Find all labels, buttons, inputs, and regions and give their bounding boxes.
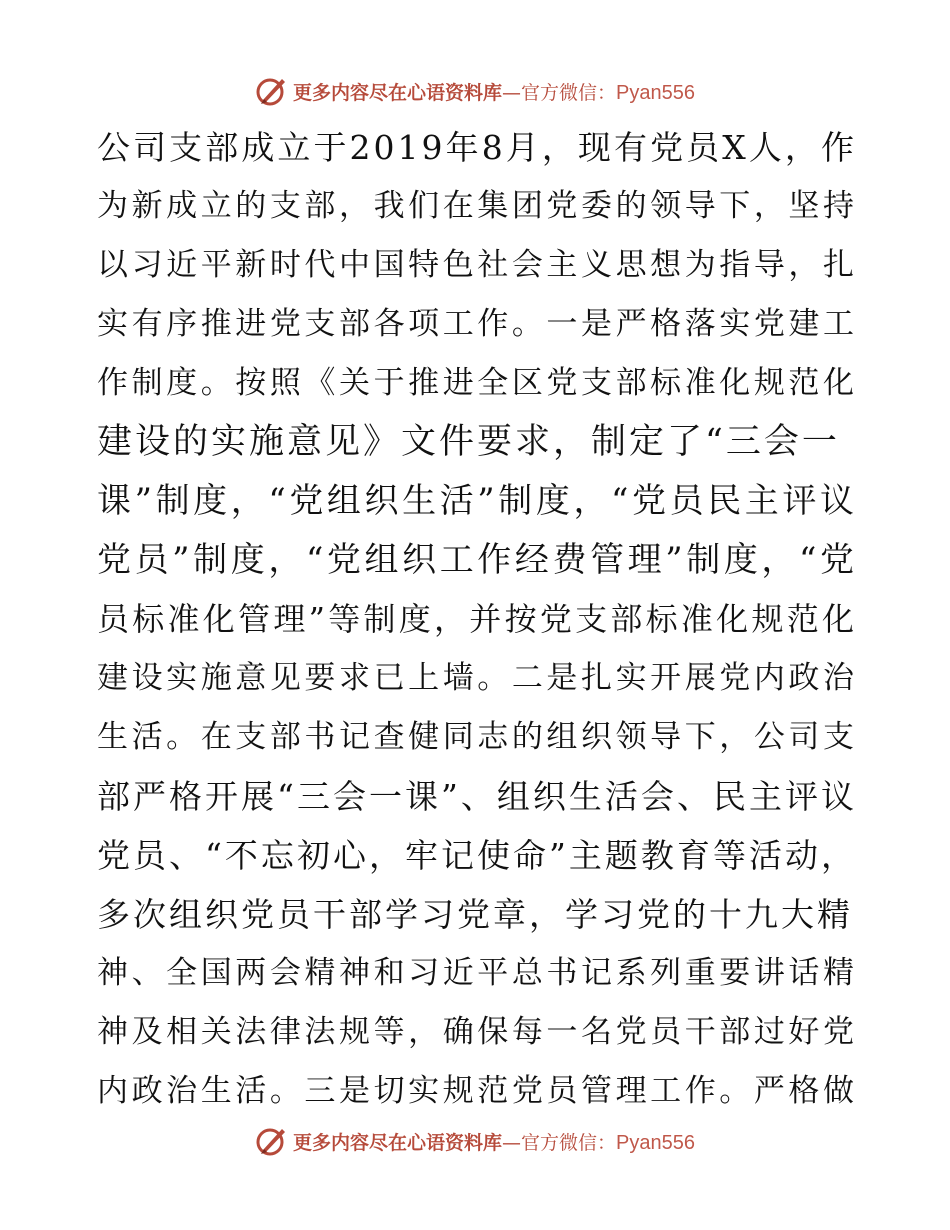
document-body [97, 118, 857, 1121]
text-line: 建设实施意见要求已上墙。二是扎实开展党内政治 [97, 660, 857, 696]
text-line: 以习近平新时代中国特色社会主义思想为指导，扎 [97, 247, 857, 283]
text-line: 部严格开展“三会一课”、组织生活会、民主评议 [97, 777, 857, 816]
text-line: 多次组织党员干部学习党章，学习党的十九大精 [97, 895, 853, 934]
banner-wechat-label: 官方微信： [521, 1131, 617, 1154]
banner-wechat-id: Pyan556 [616, 1131, 695, 1154]
banner-separator: — [502, 81, 522, 104]
text-line: 党员”制度，“党组织工作经费管理”制度，“党 [97, 540, 857, 580]
text-line: 公司支部成立于2019年8月，现有党员X人，作 [97, 128, 857, 167]
footer-banner [0, 1121, 950, 1161]
text-line: 员标准化管理”等制度，并按党支部标准化规范化 [97, 600, 857, 638]
text-line: 作制度。按照《关于推进全区党支部标准化规范化 [97, 365, 857, 401]
banner-separator: — [502, 1131, 522, 1154]
text-line: 课”制度，“党组织生活”制度，“党员民主评议 [97, 481, 857, 521]
banner-wechat-id: Pyan556 [616, 81, 695, 104]
banner-site-text: 更多内容尽在心语资料库 [293, 81, 503, 104]
banner-text [293, 1128, 695, 1155]
text-line: 神及相关法律法规等，确保每一名党员干部过好党 [97, 1014, 857, 1050]
text-line: 生活。在支部书记查健同志的组织领导下，公司支 [97, 719, 857, 755]
text-line: 党员、“不忘初心，牢记使命”主题教育等活动， [97, 836, 857, 875]
quill-pen-logo-icon [255, 1124, 289, 1158]
banner-wechat-label: 官方微信： [521, 81, 617, 104]
text-line: 实有序推进党支部各项工作。一是严格落实党建工 [97, 306, 857, 342]
banner-site-text: 更多内容尽在心语资料库 [293, 1131, 503, 1154]
banner-text [293, 78, 695, 105]
text-line: 建设的实施意见》文件要求，制定了“三会一 [97, 422, 840, 462]
header-banner [0, 71, 950, 111]
text-line: 内政治生活。三是切实规范党员管理工作。严格做 [97, 1073, 857, 1109]
quill-pen-logo-icon [255, 74, 289, 108]
text-line: 神、全国两会精神和习近平总书记系列重要讲话精 [97, 955, 857, 991]
text-line: 为新成立的支部，我们在集团党委的领导下，坚持 [97, 188, 857, 224]
